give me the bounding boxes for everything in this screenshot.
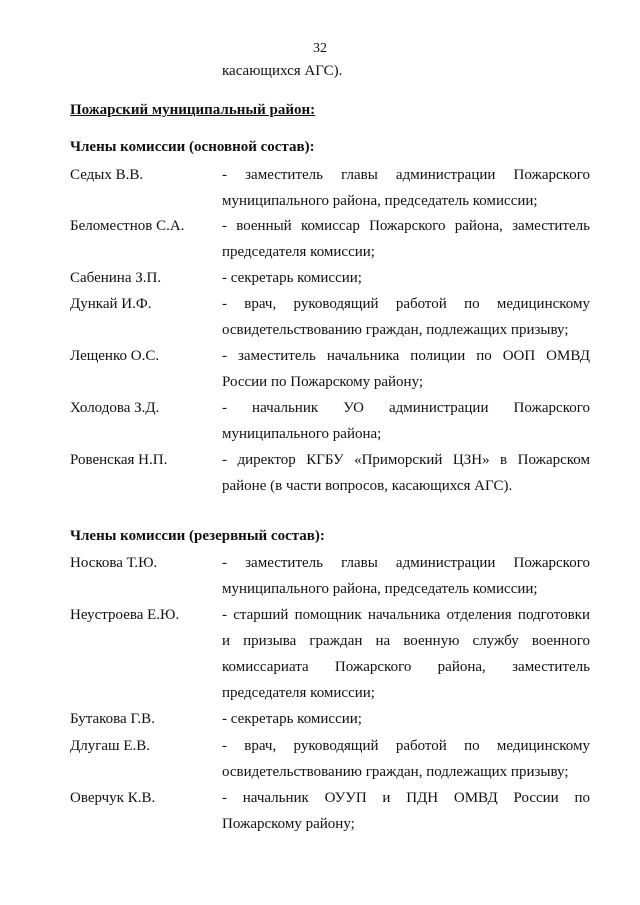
- member-name: Оверчук К.В.: [70, 790, 156, 806]
- member-role-line: - начальник ОУУП и ПДН ОМВД России по: [222, 790, 590, 806]
- member-name: Длугаш Е.В.: [70, 738, 150, 754]
- member-role-line: - врач, руководящий работой по медицинскому: [222, 296, 590, 312]
- member-name: Лещенко О.С.: [70, 348, 160, 364]
- member-role-line: муниципального района, председатель комиссии;: [222, 193, 538, 209]
- member-role: [222, 733, 590, 785]
- member-role: [222, 706, 590, 732]
- member-role-line: Пожарскому району;: [222, 816, 355, 832]
- member-name: Сабенина З.П.: [70, 270, 162, 286]
- member-name: Дункай И.Ф.: [70, 296, 152, 312]
- reserve-section-heading: Члены комиссии (резервный состав):: [70, 528, 325, 544]
- member-role: [222, 291, 590, 343]
- member-role-line: - секретарь комиссии;: [222, 711, 362, 727]
- member-role-line: - заместитель главы администрации Пожарского: [222, 555, 590, 571]
- page-number: 32: [313, 41, 327, 56]
- member-role-line: председателя комиссии;: [222, 685, 375, 701]
- member-role: [222, 213, 590, 265]
- member-role-line: муниципального района, председатель комиссии;: [222, 581, 538, 597]
- member-name: Холодова З.Д.: [70, 400, 160, 416]
- district-heading: Пожарский муниципальный район:: [70, 102, 316, 118]
- member-name: Седых В.В.: [70, 167, 144, 183]
- member-role-line: - секретарь комиссии;: [222, 270, 362, 286]
- member-name: Носкова Т.Ю.: [70, 555, 158, 571]
- member-role-line: председателя комиссии;: [222, 244, 375, 260]
- member-name: Неустроева Е.Ю.: [70, 607, 180, 623]
- main-section-heading: Члены комиссии (основной состав):: [70, 139, 315, 155]
- member-name: Бутакова Г.В.: [70, 711, 155, 727]
- member-role-line: - начальник УО администрации Пожарского: [222, 400, 590, 416]
- member-name: Беломестнов С.А.: [70, 218, 185, 234]
- member-role: [222, 785, 590, 837]
- member-role-line: - заместитель главы администрации Пожарского: [222, 167, 590, 183]
- continuation-text: касающихся АГС).: [222, 63, 343, 79]
- member-role-line: и призыва граждан на военную службу военного: [222, 633, 590, 649]
- member-role-line: - старший помощник начальника отделения подготовки: [222, 607, 590, 623]
- member-role-line: комиссариата Пожарского района, заместитель: [222, 659, 590, 675]
- member-role-line: освидетельствованию граждан, подлежащих призыву;: [222, 322, 569, 338]
- member-role-line: освидетельствованию граждан, подлежащих призыву;: [222, 764, 569, 780]
- member-role-line: - директор КГБУ «Приморский ЦЗН» в Пожарском: [222, 452, 590, 468]
- member-name: Ровенская Н.П.: [70, 452, 168, 468]
- member-role-line: - заместитель начальника полиции по ООП ОМВД: [222, 348, 590, 364]
- member-role: [222, 602, 590, 706]
- member-role: [222, 447, 590, 499]
- member-role: [222, 265, 590, 291]
- member-role-line: муниципального района;: [222, 426, 382, 442]
- member-role: [222, 343, 590, 395]
- member-role: [222, 550, 590, 602]
- member-role: [222, 162, 590, 214]
- member-role-line: России по Пожарскому району;: [222, 374, 424, 390]
- member-role: [222, 395, 590, 447]
- member-role-line: - военный комиссар Пожарского района, заместитель: [222, 218, 590, 234]
- member-role-line: районе (в части вопросов, касающихся АГС).: [222, 478, 513, 494]
- member-role-line: - врач, руководящий работой по медицинскому: [222, 738, 590, 754]
